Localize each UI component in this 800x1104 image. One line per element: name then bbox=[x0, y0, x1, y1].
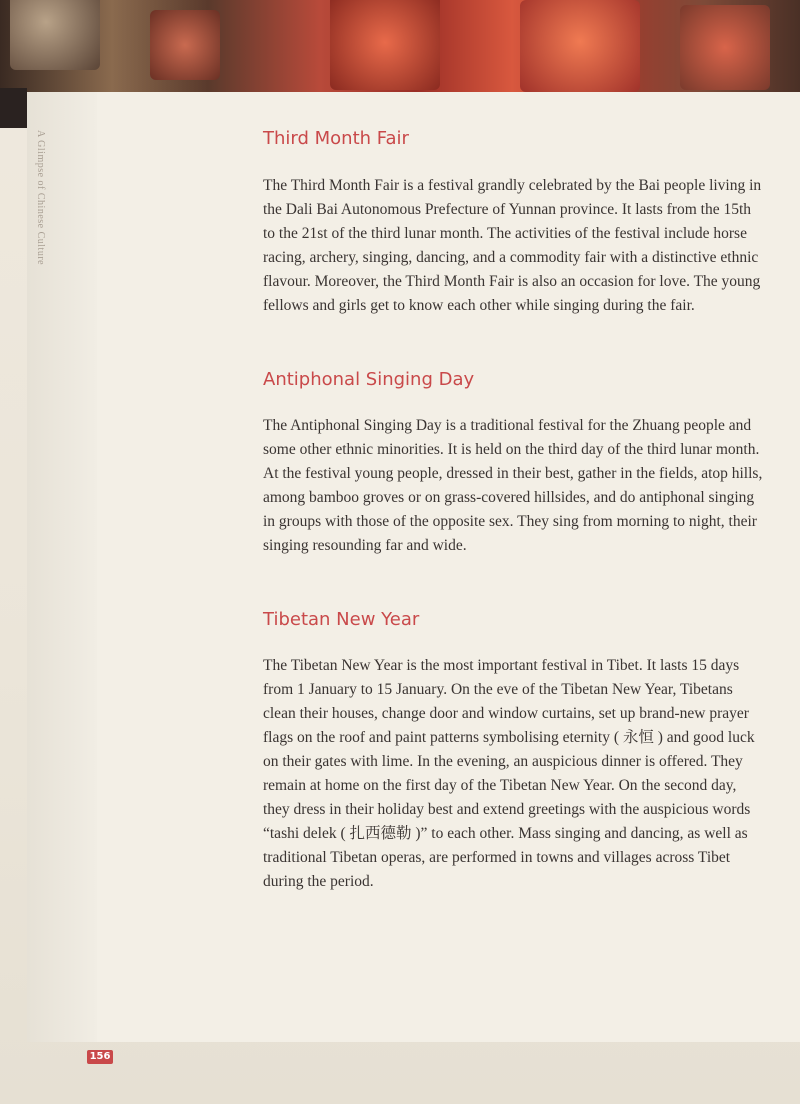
section-body: The Tibetan New Year is the most important festival in Tibet. It lasts 15 days from 1 January to 15 January. On the eve of the Tibetan New Year, Tibetans clean their houses, change door and window curtains, set up brand-new prayer flags on the roof and paint patterns symbolising eternity ( 永恒 ) and good luck on their gates with lime. In the evening, an auspicious dinner is offered. They remain at home on the first day of the Tibetan New Year. On the second day, they dress in their holiday best and extend greetings with the auspicious words “tashi delek ( 扎西德勒 )” to each other. Mass singing and dancing, as well as traditional Tibetan operas, are performed in towns and villages across Tibet during the period. bbox=[263, 657, 755, 890]
lantern-decoration bbox=[520, 0, 640, 92]
section-title: Third Month Fair bbox=[263, 128, 409, 149]
lantern-decoration bbox=[150, 10, 220, 80]
lantern-decoration bbox=[680, 5, 770, 90]
running-head: A Glimpse of Chinese Culture bbox=[35, 130, 46, 266]
header-banner-image bbox=[0, 0, 800, 92]
lantern-decoration bbox=[10, 0, 100, 70]
section-body: The Third Month Fair is a festival grandly celebrated by the Bai people living in the Dali Bai Autonomous Prefecture of Yunnan province. It lasts from the 15th to the 21st of the third lunar month. The activities of the festival include horse racing, archery, singing, dancing, and a commodity fair with a distinctive ethnic flavour. Moreover, the Third Month Fair is also an occasion for love. The young fellows and girls get to know each other while singing during the fair. bbox=[263, 177, 762, 314]
section-title: Tibetan New Year bbox=[263, 609, 420, 630]
section-title: Antiphonal Singing Day bbox=[263, 369, 475, 390]
section-body: The Antiphonal Singing Day is a traditional festival for the Zhuang people and some other ethnic minorities. It is held on the third day of the third lunar month. At the festival young people, dressed in their best, gather in the fields, atop hills, among bamboo groves or on grass-covered hillsides, and do antiphonal singing in groups with those of the opposite sex. They sing from morning to night, their singing resounding far and wide. bbox=[263, 417, 763, 554]
page-number: 156 bbox=[87, 1050, 113, 1064]
corner-block bbox=[0, 88, 27, 128]
lantern-decoration bbox=[330, 0, 440, 90]
